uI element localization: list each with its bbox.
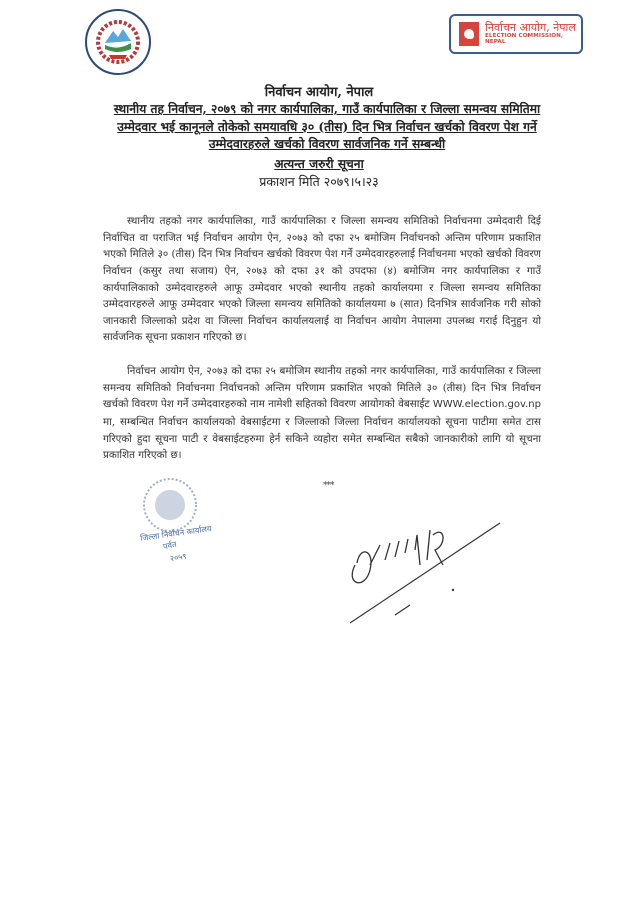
stamp-line-2: पर्वत xyxy=(162,539,178,552)
publication-date: प्रकाशन मिति २०७९।५।२३ xyxy=(259,174,379,189)
body-paragraph-1: स्थानीय तहको नगर कार्यपालिका, गाउँ कार्यपालिका र जिल्ला समन्वय समितिको निर्वाचनमा उम्मेदवारी दिई निर्वाचित वा पराजित भई निर्वाचन आयोग ऐन, २०७३ को दफा २५ बमोजिम निर्वाचनको अन्तिम परिणाम प्रकाशित भएको मितिले ३० (तीस) दिन भित्र निर्वाचन खर्चको विवरण पेश गर्ने उम्मेदवारहरुलाई निर्वाचनमा भएको खर्चको विवरण निर्वाचन (कसुर तथा सजाय) ऐन, २०७३ को दफा ३१ को उपदफा (४) बमोजिम नगर कार्यपालिका र गाउँ कार्यपालिकाको उम्मेदवारहरुले आफू उम्मेदवार भएको स्थानीय तहको कार्यालयमा र जिल्ला समन्वय समितिका उम्मेदवारहरुले आफू उम्मेदवार भएको जिल्ला समन्वय समितिको कार्यालयमा ७ (सात) दिनभित्र सार्वजनिक गरी सोको जानकारी जिल्लाको प्रदेश वा जिल्ला निर्वाचन कार्यालयलाई वा निर्वाचन आयोग नेपालमा उपलब्ध गराई दिनुहुन यो सार्वजनिक सूचना प्रकाशन गरिएको छ। xyxy=(103,215,541,344)
paragraph-2-text: मा, सम्बन्धित निर्वाचन कार्यालयको वेबसाईटमा र जिल्लाको जिल्ला निर्वाचन कार्यालयको सूचना पाटीमा समेत टास गरिएको हुदा सूचना पाटी र वेबसाईटहरुमा हेर्न सकिने व्यहोरा समेत सम्बन्धित सबैको जानकारीको लागि यो सूचना प्रकाशित गरिएको छ। xyxy=(103,416,541,462)
urgent-notice-label: अत्यन्त जरुरी सूचना xyxy=(274,157,364,171)
organization-title: निर्वाचन आयोग, नेपाल xyxy=(264,85,374,100)
nepal-emblem-icon xyxy=(85,9,151,75)
end-mark: *** xyxy=(323,481,334,491)
stamp-line-3: २०५९ xyxy=(169,551,188,564)
subject-line: स्थानीय तह निर्वाचन, २०७९ को नगर कार्यपालिका, गाउँ कार्यपालिका र जिल्ला समन्वय समितिमा xyxy=(113,102,541,116)
logo-english-name: ELECTION COMMISSION, NEPAL xyxy=(485,32,564,45)
logo-nepali-name: निर्वाचन आयोग, नेपाल xyxy=(485,21,576,35)
election-commission-logo-icon xyxy=(459,22,479,46)
subject-line: उम्मेदवार भई कानूनले तोकेको समयावधि ३० (तीस) दिन भित्र निर्वाचन खर्चको विवरण पेश गर्ने xyxy=(117,119,537,134)
paragraph-2-text: निर्वाचन आयोग ऐन, २०७३ को दफा २५ बमोजिम स्थानीय तहको नगर कार्यपालिका, गाउँ कार्यपालिका र जिल्ला समन्वय समितिको निर्वाचनमा निर्वाचनको अन्तिम परिणाम प्रकाशित भएको मितिले ३० (तीस) दिन भित्र निर्वाचन खर्चको विवरण पेश गर्ने उम्मेदवारहरुको नाम नामेशी सहितको विवरण आयोगको वेबसाईट xyxy=(103,365,541,411)
body-paragraph-2 xyxy=(103,363,541,464)
website-link[interactable]: WWW.election.gov.np xyxy=(432,399,541,411)
notice-subject xyxy=(112,101,542,154)
election-commission-logo xyxy=(449,14,583,54)
subject-line: उम्मेदवारहरुले खर्चको विवरण सार्वजनिक गर्ने सम्बन्धी xyxy=(208,137,446,151)
stamp-line-1: जिल्ला निर्वाचन कार्यालय xyxy=(139,524,213,543)
signature-icon xyxy=(335,505,515,625)
